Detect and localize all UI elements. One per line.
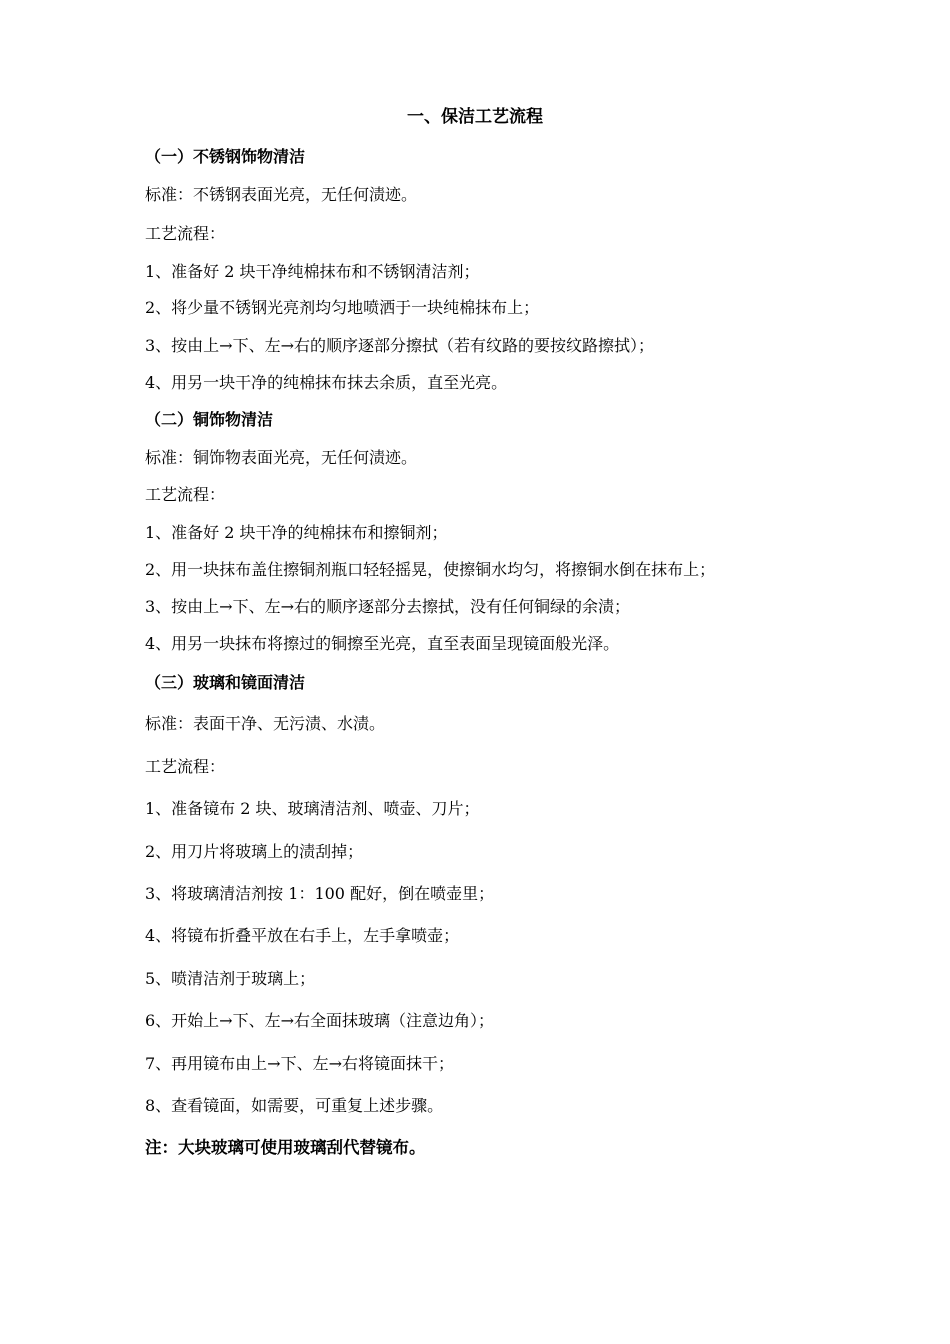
section-standard: 标准：铜饰物表面光亮，无任何渍迹。 [145, 448, 418, 467]
process-step: 1、准备好 2 块干净的纯棉抹布和擦铜剂； [145, 523, 448, 542]
process-step: 4、将镜布折叠平放在右手上，左手拿喷壶； [145, 926, 460, 945]
document-note: 注：大块玻璃可使用玻璃刮代替镜布。 [145, 1138, 426, 1157]
process-step: 4、用另一块干净的纯棉抹布抹去余质，直至光亮。 [145, 373, 508, 392]
process-step: 3、将玻璃清洁剂按 1：100 配好，倒在喷壶里； [145, 884, 495, 903]
process-step: 1、准备好 2 块干净纯棉抹布和不锈钢清洁剂； [145, 262, 480, 281]
process-step: 3、按由上→下、左→右的顺序逐部分擦拭（若有纹路的要按纹路擦拭）； [145, 336, 654, 355]
process-label: 工艺流程： [145, 224, 226, 243]
section-standard: 标准：表面干净、无污渍、水渍。 [145, 714, 386, 733]
process-step: 8、查看镜面，如需要，可重复上述步骤。 [145, 1096, 444, 1115]
process-step: 3、按由上→下、左→右的顺序逐部分去擦拭，没有任何铜绿的余渍； [145, 597, 630, 616]
process-step: 1、准备镜布 2 块、玻璃清洁剂、喷壶、刀片； [145, 799, 480, 818]
process-step: 6、开始上→下、左→右全面抹玻璃（注意边角）； [145, 1011, 494, 1030]
process-step: 2、将少量不锈钢光亮剂均匀地喷洒于一块纯棉抹布上； [145, 298, 540, 317]
section-heading-stainless-steel: （一）不锈钢饰物清洁 [145, 147, 306, 166]
section-standard: 标准：不锈钢表面光亮，无任何渍迹。 [145, 185, 418, 204]
section-heading-glass-mirror: （三）玻璃和镜面清洁 [145, 673, 306, 692]
process-label: 工艺流程： [145, 757, 226, 776]
document-title: 一、保洁工艺流程 [407, 107, 543, 127]
section-heading-copper: （二）铜饰物清洁 [145, 410, 274, 429]
process-label: 工艺流程： [145, 485, 226, 504]
process-step: 5、喷清洁剂于玻璃上； [145, 969, 316, 988]
process-step: 2、用刀片将玻璃上的渍刮掉； [145, 842, 364, 861]
process-step: 2、用一块抹布盖住擦铜剂瓶口轻轻摇晃，使擦铜水均匀，将擦铜水倒在抹布上； [145, 560, 716, 579]
process-step: 7、再用镜布由上→下、左→右将镜面抹干； [145, 1054, 454, 1073]
process-step: 4、用另一块抹布将擦过的铜擦至光亮，直至表面呈现镜面般光泽。 [145, 634, 620, 653]
